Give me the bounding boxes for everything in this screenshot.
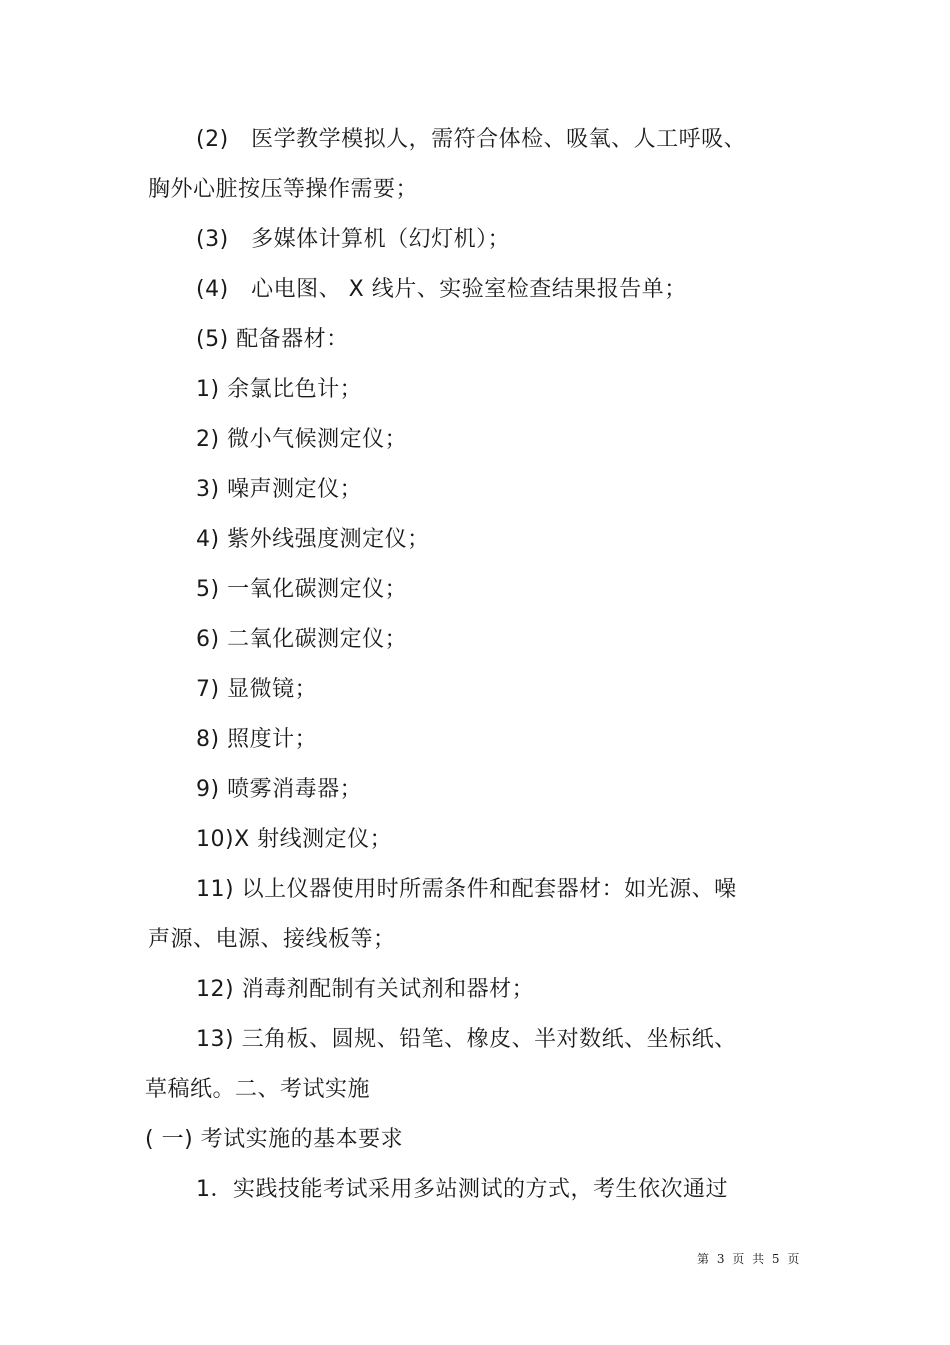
- text-line: 8) 照度计；: [196, 727, 318, 752]
- text-line: 1．实践技能考试采用多站测试的方式，考生依次通过: [196, 1177, 728, 1202]
- text-line: 10)X 射线测定仪；: [196, 827, 393, 852]
- text-line: 7) 显微镜；: [196, 677, 318, 702]
- text-line: 胸外心脏按压等操作需要；: [148, 177, 419, 202]
- page-number-footer: 第 3 页 共 5 页: [697, 1252, 802, 1266]
- text-line: 13) 三角板、圆规、铅笔、橡皮、半对数纸、坐标纸、: [196, 1027, 737, 1052]
- text-line: 9) 喷雾消毒器；: [196, 777, 363, 802]
- text-line: 1) 余氯比色计；: [196, 377, 363, 402]
- text-line: 5) 一氧化碳测定仪；: [196, 577, 408, 602]
- text-line: 11) 以上仪器使用时所需条件和配套器材：如光源、噪: [196, 877, 737, 902]
- text-line: (4) 心电图、 X 线片、实验室检查结果报告单；: [196, 277, 687, 302]
- text-line: 4) 紫外线强度测定仪；: [196, 527, 430, 552]
- section-heading: ( 一) 考试实施的基本要求: [145, 1127, 404, 1152]
- text-line: 声源、电源、接线板等；: [148, 927, 396, 952]
- text-line: (2) 医学教学模拟人，需符合体检、吸氧、人工呼吸、: [196, 127, 747, 152]
- text-line: 6) 二氧化碳测定仪；: [196, 627, 408, 652]
- text-line: (5) 配备器材：: [196, 327, 349, 352]
- text-line: 2) 微小气候测定仪；: [196, 427, 408, 452]
- text-line: 草稿纸。二、考试实施: [145, 1077, 371, 1102]
- text-line: 3) 噪声测定仪；: [196, 477, 363, 502]
- text-line: 12) 消毒剂配制有关试剂和器材；: [196, 977, 535, 1002]
- text-line: (3) 多媒体计算机（幻灯机）；: [196, 227, 511, 252]
